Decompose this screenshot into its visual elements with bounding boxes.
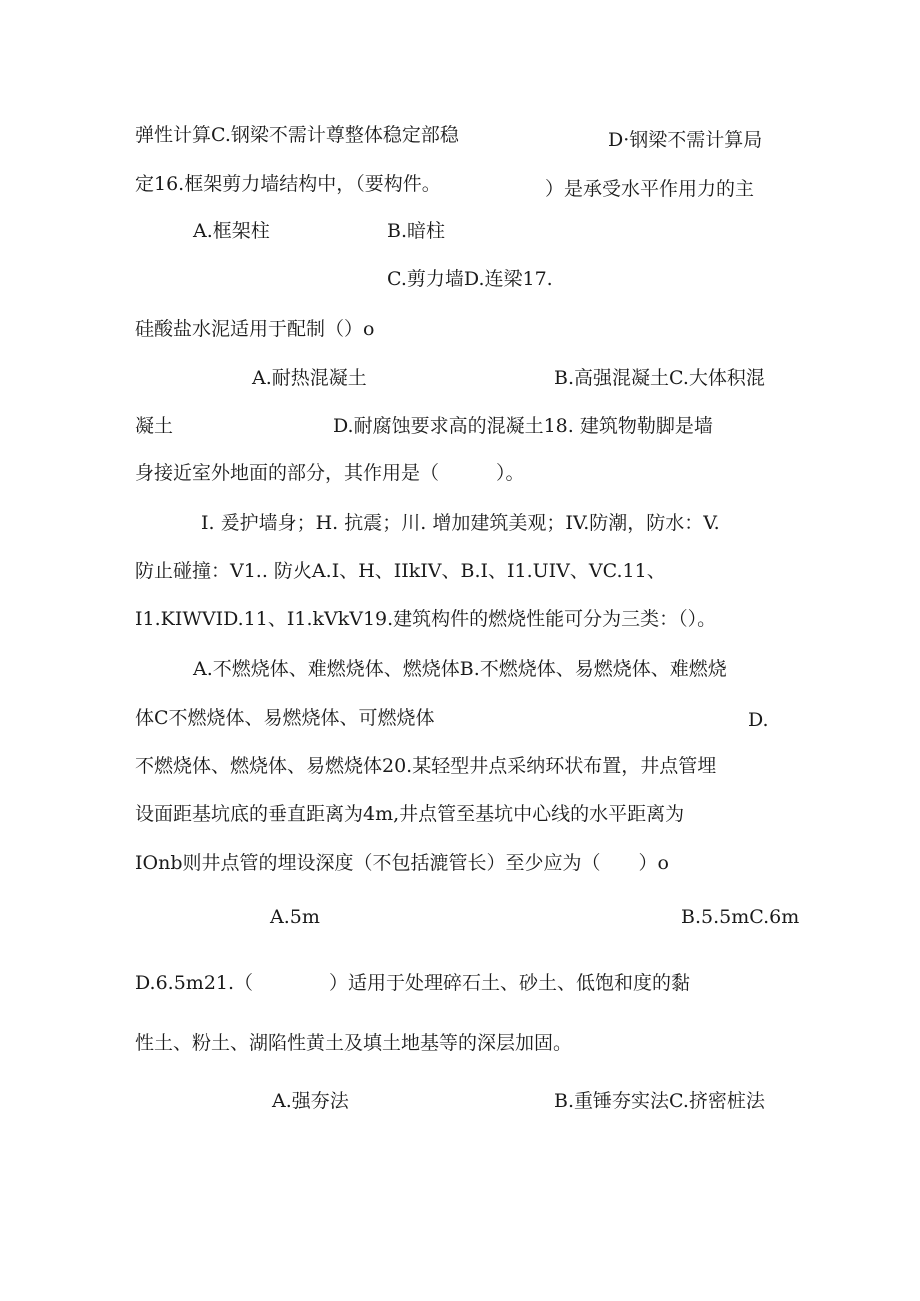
text-line: I1.KIWVID.11、I1.kVkV19.建筑构件的燃烧性能可分为三类：（）。	[135, 608, 717, 630]
option-b: B.重锤夯实法C.挤密桩法	[554, 1090, 765, 1112]
text-line: D.	[748, 709, 769, 731]
text-line: 防止碰撞：V1.. 防火A.I、H、IIkIV、B.I、I1.UIV、VC.11、	[135, 560, 666, 582]
text-line: 硅酸盐水泥适用于配制（）o	[135, 318, 375, 340]
text-line: 弹性计算C.钢梁不需计尊整体稳定部稳	[135, 124, 459, 146]
option-b: B.高强混凝土C.大体积混	[554, 367, 765, 389]
option-a: A.框架柱	[193, 220, 270, 242]
option-a: A.5m	[270, 906, 320, 928]
text-line: 设面距基坑底的垂直距离为4m,井点管至基坑中心线的水平距离为	[135, 803, 685, 825]
text-line: D.耐腐蚀要求高的混凝土18. 建筑物勒脚是墙	[333, 415, 713, 437]
text-line: 性土、粉土、湖陷性黄土及填土地基等的深层加固。	[135, 1032, 573, 1054]
text-line: D·钢梁不需计算局	[608, 129, 763, 151]
text-line: 身接近室外地面的部分，其作用是（ ）。	[135, 462, 525, 484]
text-line: 不燃烧体、燃烧体、易燃烧体20.某轻型井点采纳环状布置，井点管埋	[135, 755, 717, 777]
text-line: D.6.5m21.（ ）适用于处理碎石土、砂土、低饱和度的黏	[135, 972, 691, 994]
text-line: 体C不燃烧体、易燃烧体、可燃烧体	[135, 707, 435, 729]
text-line: 凝土	[135, 415, 174, 437]
text-line: I. 爰护墙身；H. 抗震；川. 增加建筑美观；IV.防潮，防水：V.	[201, 512, 720, 534]
text-line: ）是承受水平作用力的主	[545, 178, 755, 200]
text-line: C.剪力墙D.连梁17.	[387, 268, 553, 290]
text-line: A.不燃烧体、难燃烧体、燃烧体B.不燃烧体、易燃烧体、难燃烧	[193, 658, 727, 680]
text-line: 定16.框架剪力墙结构中，（要构件。	[135, 173, 441, 195]
option-a: A.耐热混凝土	[252, 367, 367, 389]
option-b: B.暗柱	[387, 220, 446, 242]
option-b: B.5.5mC.6m	[681, 906, 800, 928]
text-line: IOnb则井点管的埋设深度（不包括漉管长）至少应为（ ）o	[135, 852, 669, 874]
option-a: A.强夯法	[272, 1090, 349, 1112]
